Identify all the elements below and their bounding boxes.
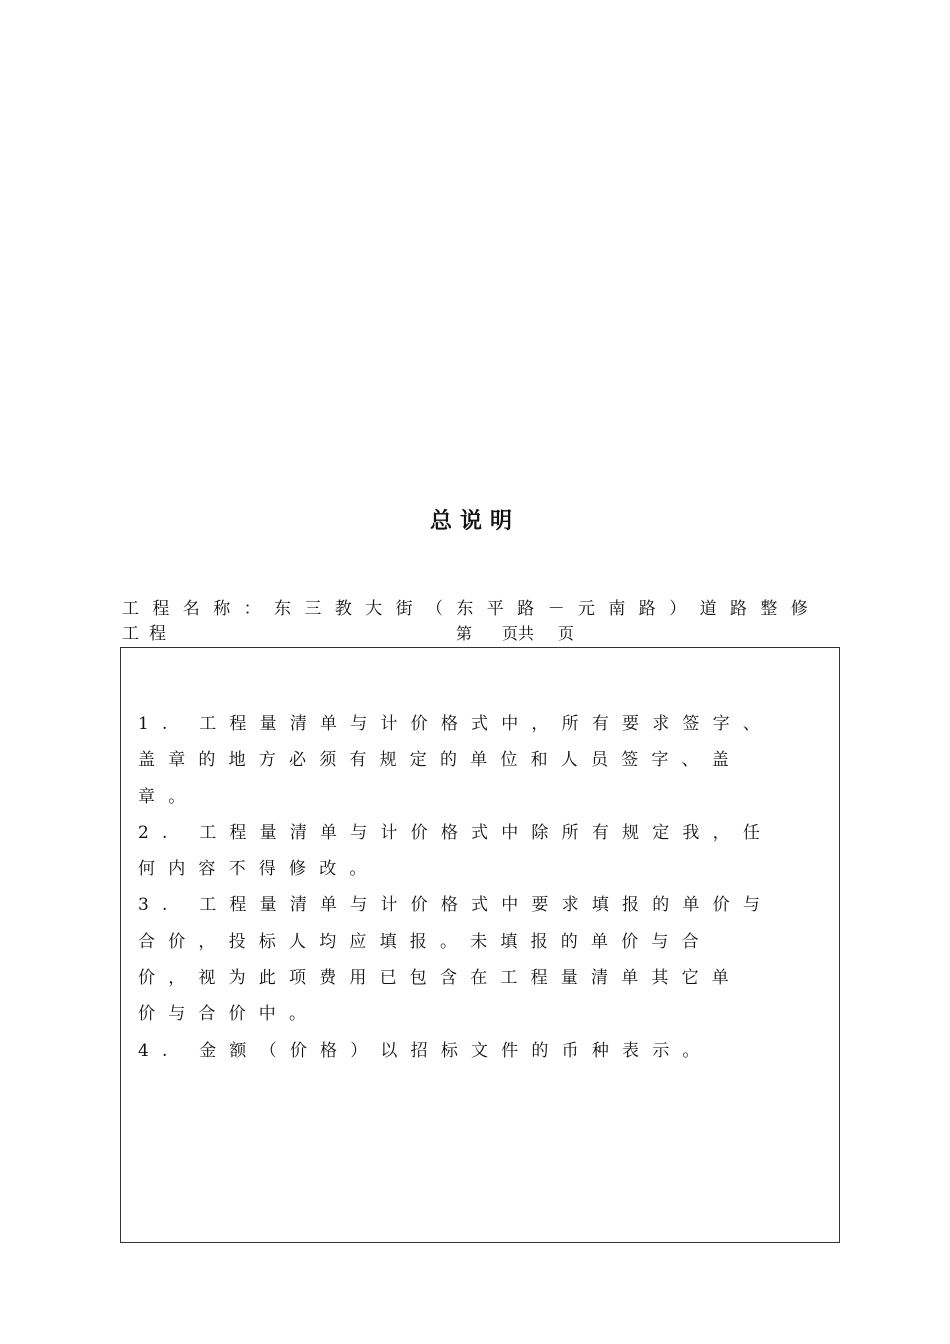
note-line: 价，视为此项费用已包含在工程量清单其它单	[138, 968, 742, 989]
project-name-row-2	[122, 622, 864, 646]
page-title: 总说明	[429, 509, 520, 534]
note-line: 合价，投标人均应填报。未填报的单价与合	[138, 931, 712, 952]
project-name-continuation: 工程	[122, 624, 176, 644]
note-line: 2. 工程量清单与计价格式中除所有规定我，任	[138, 822, 774, 843]
note-line: 章。	[138, 786, 199, 807]
note-line: 价与合价中。	[138, 1004, 320, 1025]
page-info	[456, 622, 574, 646]
note-line: 盖章的地方必须有规定的单位和人员签字、盖	[138, 750, 742, 771]
note-line: 4. 金额（价格）以招标文件的币种表示。	[138, 1040, 713, 1061]
notes-list	[138, 706, 828, 1069]
note-line: 3. 工程量清单与计价格式中要求填报的单价与	[138, 895, 774, 916]
project-name-line: 工程名称：东三教大街（东平路－元南路）道路整修	[122, 599, 822, 619]
note-line: 1. 工程量清单与计价格式中，所有要求签字、	[138, 714, 774, 734]
page-info-middle: 页共	[502, 624, 535, 643]
note-line: 何内容不得修改。	[138, 859, 380, 880]
page-info-prefix: 第	[456, 624, 473, 643]
page-info-suffix: 页	[558, 624, 575, 643]
